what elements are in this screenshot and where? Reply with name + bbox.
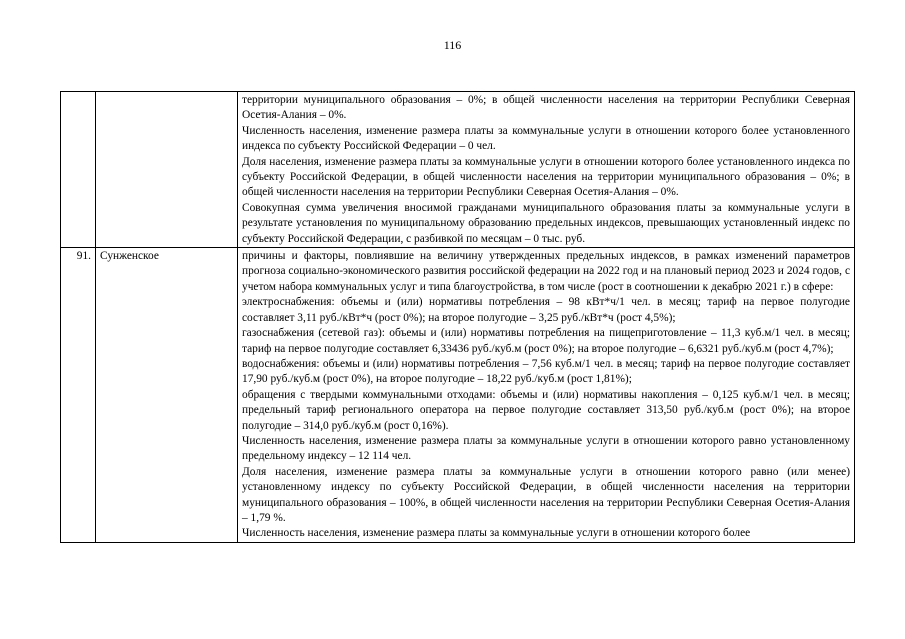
description-cell [238,92,855,248]
paragraph: Совокупная сумма увеличения вносимой гражданами муниципального образования платы за коммунальные услуги в результате установления по муниципальному образованию предельных индексов, превышающих установленный индекс по субъекту Российской Федерации, с разбивкой по месяцам – 0 тыс. руб. [242,201,850,245]
paragraph: Численность населения, изменение размера платы за коммунальные услуги в отношении которого более [242,527,751,540]
paragraph: электроснабжения: объемы и (или) нормативы потребления – 98 кВт*ч/1 чел. в месяц; тариф на первое полугодие составляет 3,11 руб./кВт*ч (рост 0%); на второе полугодие – 3,25 руб./кВт*ч (рост 4,5%); [242,296,850,324]
description-cell [238,248,855,543]
municipality-name-cell [96,92,238,248]
paragraph: водоснабжения: объемы и (или) нормативы потребления – 7,56 куб.м/1 чел. в месяц; тариф на первое полугодие составляет 17,90 руб./куб.м (рост 0%), на второе полугодие – 18,22 руб./куб.м (рост 1,81%); [242,357,850,386]
paragraph: причины и факторы, повлиявшие на величину утвержденных предельных индексов, в рамках изменений параметров прогноза социально-экономического развития российской федерации на 2022 год и на плановый период 2023 и 2024 годов, с учетом набора коммунальных услуг и типа благоустройства, в том числе (рост в соотношении к декабрю 2021 г.) в сфере: [242,250,850,293]
row-number-cell [61,92,96,248]
table-row [61,248,855,543]
document-table [60,91,855,543]
paragraph: территории муниципального образования – 0%; в общей численности населения на территории Республики Северная Осетия-Алания – 0%. [242,94,850,122]
row-number-cell: 91. [61,248,96,543]
paragraph: Доля населения, изменение размера платы за коммунальные услуги в отношении которого более установленного индекса по субъекту Российской Федерации, в общей численности населения на территории муниципального образования – 0%; в общей численности населения на территории Республики Северная Осетия-Алания – 0%. [242,155,850,199]
paragraph: обращения с твердыми коммунальными отходами: объемы и (или) нормативы накопления – 0,125 куб.м/1 чел. в месяц; предельный тариф регионального оператора на первое полугодие составляет 313,50 руб./куб.м (рост 0%); на второе полугодие – 314,0 руб./куб.м (рост 0,16%). [242,388,850,432]
table-row [61,92,855,248]
paragraph: газоснабжения (сетевой газ): объемы и (или) нормативы потребления на пищеприготовление – 11,3 куб.м/1 чел. в месяц; тариф на первое полугодие составляет 6,33436 руб./куб.м (рост 0%); на второе полугодие – 6,6321 руб./куб.м (рост 4,7%); [242,327,850,355]
paragraph: Доля населения, изменение размера платы за коммунальные услуги в отношении которого равно (или менее) установленному индексу по субъекту Российской Федерации, в общей численности населения на территории муниципального образования – 100%, в общей численности населения на территории Республики Северная Осетия-Алания – 1,79 %. [242,465,850,524]
page-number: 116 [443,38,462,52]
paragraph: Численность населения, изменение размера платы за коммунальные услуги в отношении которого более установленного индекса по субъекту Российской Федерации – 0 чел. [242,124,850,153]
paragraph: Численность населения, изменение размера платы за коммунальные услуги в отношении которого равно установленному предельному индексу – 12 114 чел. [242,434,850,463]
municipality-name-cell: Сунженское [96,248,238,543]
